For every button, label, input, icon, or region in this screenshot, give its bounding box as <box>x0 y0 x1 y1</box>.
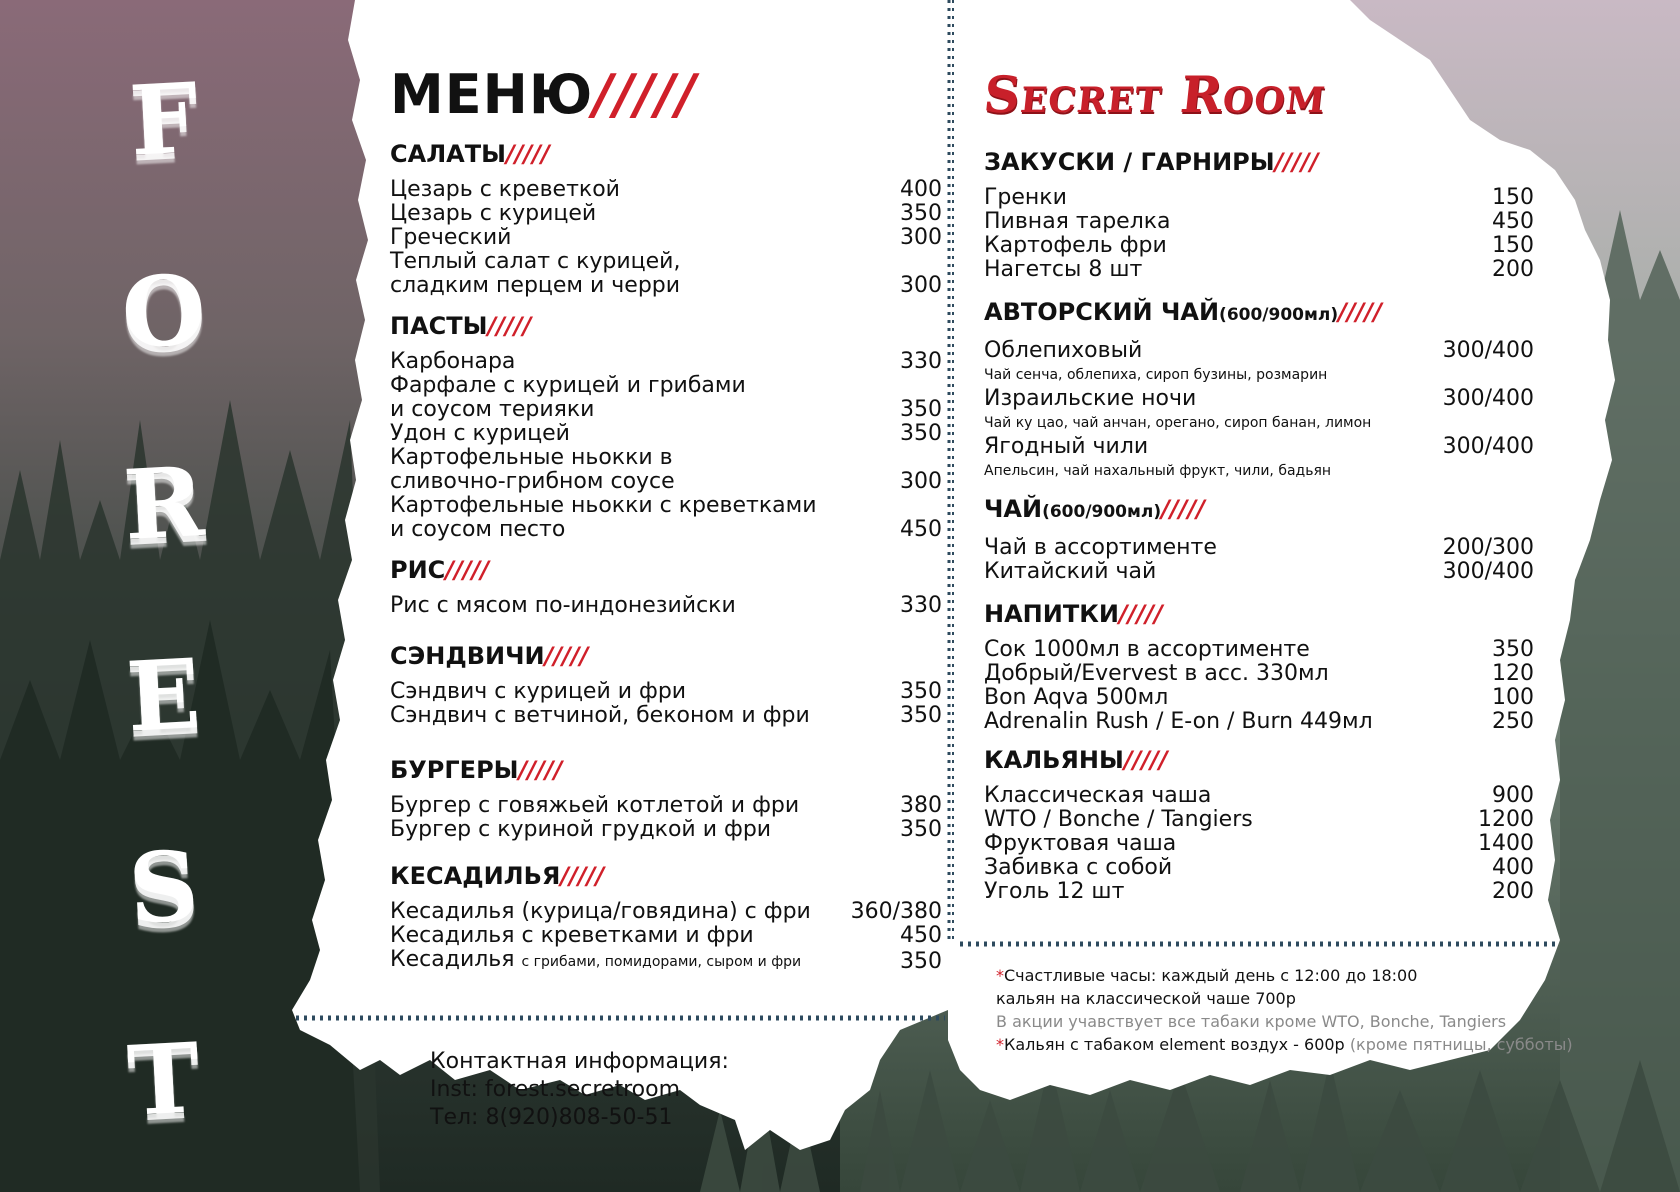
item-name: Бургер с говяжьей котлетой и фри <box>390 793 800 818</box>
menu-item <box>390 422 942 446</box>
item-price: 360/380 <box>850 899 942 924</box>
happy-hours-line-1: *Счастливые часы: каждый день с 12:00 до 18:00 <box>996 966 1418 985</box>
forest-letter: R <box>121 444 207 563</box>
menu-item <box>390 202 942 226</box>
menu-item <box>984 856 1534 880</box>
promo-note: В акции учавствует все табаки кроме WTO, Bonche, Tangiers <box>996 1012 1507 1031</box>
menu-item <box>390 680 942 704</box>
menu-item <box>984 560 1534 584</box>
section-heading: САЛАТЫ///// <box>390 140 550 168</box>
item-name: Bon Aqva 500мл <box>984 685 1169 710</box>
item-name: Картофельные ньокки в <box>390 445 673 470</box>
item-price: 380 <box>900 793 942 818</box>
section-heading: ЗАКУСКИ / ГАРНИРЫ///// <box>984 148 1319 176</box>
menu-item <box>984 234 1534 258</box>
item-name: Кесадилья (курица/говядина) с фри <box>390 899 811 924</box>
menu-section <box>984 491 1534 584</box>
menu-item <box>984 710 1534 734</box>
menu-section <box>390 638 942 728</box>
item-price: 350 <box>900 817 942 842</box>
item-price: 300 <box>900 469 942 494</box>
item-name: Нагетсы 8 шт <box>984 257 1143 282</box>
item-price: 350 <box>900 397 942 422</box>
menu-item <box>390 818 942 842</box>
item-price: 350 <box>900 421 942 446</box>
item-name: Цезарь с курицей <box>390 201 597 226</box>
item-price: 900 <box>1492 783 1534 808</box>
contact-heading: Контактная информация: <box>430 1049 729 1074</box>
item-name: сладким перцем и черри <box>390 273 681 298</box>
menu-item <box>390 398 942 422</box>
menu-item <box>390 704 942 728</box>
item-price: 100 <box>1492 685 1534 710</box>
section-heading: РИС///// <box>390 556 490 584</box>
section-heading: ЧАЙ(600/900мл)///// <box>984 495 1205 523</box>
forest-letter: E <box>124 637 204 754</box>
right-menu-column <box>980 60 1534 904</box>
item-name: Теплый салат с курицей, <box>390 249 681 274</box>
item-name: Adrenalin Rush / E-on / Burn 449мл <box>984 709 1373 734</box>
section-heading: АВТОРСКИЙ ЧАЙ(600/900мл)///// <box>984 298 1382 326</box>
menu-section <box>984 294 1534 483</box>
item-name: Гренки <box>984 185 1067 210</box>
item-name: Китайский чай <box>984 559 1157 584</box>
menu-item <box>390 900 942 924</box>
menu-item <box>984 210 1534 234</box>
menu-item <box>984 832 1534 856</box>
menu-section <box>984 742 1534 904</box>
item-name: и соусом терияки <box>390 397 595 422</box>
item-description: Апельсин, чай нахальный фрукт, чили, бадьян <box>984 463 1332 479</box>
item-price: 330 <box>900 593 942 618</box>
item-name: Греческий <box>390 225 512 250</box>
item-price: 300/400 <box>1442 386 1534 411</box>
item-price: 350 <box>900 201 942 226</box>
menu-item <box>984 186 1534 210</box>
item-name: Фруктовая чаша <box>984 831 1177 856</box>
item-name: Бургер с куриной грудкой и фри <box>390 817 772 842</box>
menu-item <box>390 178 942 202</box>
item-name: Картофель фри <box>984 233 1167 258</box>
item-price: 350 <box>1492 637 1534 662</box>
left-sections <box>390 136 942 974</box>
item-name: Карбонара <box>390 349 516 374</box>
menu-item <box>984 387 1534 411</box>
section-heading: СЭНДВИЧИ///// <box>390 642 589 670</box>
menu-item <box>984 880 1534 904</box>
menu-item <box>390 226 942 250</box>
item-name: Чай в ассортименте <box>984 535 1217 560</box>
menu-item <box>984 808 1534 832</box>
promo-notes <box>996 964 1573 1056</box>
item-price: 300/400 <box>1442 338 1534 363</box>
menu-section <box>390 552 942 618</box>
item-name: Сок 1000мл в ассортименте <box>984 637 1310 662</box>
item-price: 450 <box>900 517 942 542</box>
item-name: Классическая чаша <box>984 783 1212 808</box>
forest-letter: T <box>125 1021 203 1138</box>
item-name: Кесадилья с креветками и фри <box>390 923 754 948</box>
item-price: 150 <box>1492 233 1534 258</box>
menu-item <box>390 250 942 274</box>
section-heading: КЕСАДИЛЬЯ///// <box>390 862 605 890</box>
menu-item <box>390 948 942 974</box>
element-note: *Кальян с табаком element воздух - 600р (кроме пятницы, субботы) <box>996 1035 1573 1054</box>
item-price: 400 <box>1492 855 1534 880</box>
item-name: Израильские ночи <box>984 386 1197 411</box>
menu-item <box>984 662 1534 686</box>
menu-item <box>390 470 942 494</box>
item-price: 250 <box>1492 709 1534 734</box>
item-price: 350 <box>900 679 942 704</box>
menu-item <box>390 274 942 298</box>
contact-instagram: Inst: forest.secretroom <box>430 1077 681 1102</box>
menu-section <box>390 752 942 842</box>
section-heading: БУРГЕРЫ///// <box>390 756 563 784</box>
menu-item <box>984 638 1534 662</box>
item-price: 300/400 <box>1442 559 1534 584</box>
item-price: 350 <box>900 703 942 728</box>
contact-info <box>430 1048 729 1132</box>
item-price: 1400 <box>1478 831 1534 856</box>
item-price: 200/300 <box>1442 535 1534 560</box>
item-price: 330 <box>900 349 942 374</box>
item-price: 1200 <box>1478 807 1534 832</box>
item-price: 300/400 <box>1442 434 1534 459</box>
menu-item <box>390 518 942 542</box>
item-name: Фарфале с курицей и грибами <box>390 373 746 398</box>
menu-item <box>984 784 1534 808</box>
left-menu-column <box>390 60 942 974</box>
item-price: 200 <box>1492 879 1534 904</box>
item-name: Удон с курицей <box>390 421 570 446</box>
menu-item <box>390 374 942 398</box>
item-name: Уголь 12 шт <box>984 879 1125 904</box>
item-name: Ягодный чили <box>984 434 1149 459</box>
happy-hours-line-2: кальян на классической чаше 700р <box>996 989 1296 1008</box>
item-name: Цезарь с креветкой <box>390 177 620 202</box>
item-price: 120 <box>1492 661 1534 686</box>
menu-item <box>390 924 942 948</box>
item-name: сливочно-грибном соусе <box>390 469 675 494</box>
forest-vertical-title <box>84 61 244 1138</box>
item-name: Рис с мясом по-индонезийски <box>390 593 736 618</box>
section-heading: КАЛЬЯНЫ///// <box>984 746 1168 774</box>
item-price: 350 <box>900 949 942 974</box>
menu-section <box>984 144 1534 282</box>
item-name: Добрый/Evervest в асс. 330мл <box>984 661 1329 686</box>
menu-section <box>390 136 942 298</box>
section-heading: НАПИТКИ///// <box>984 600 1163 628</box>
menu-item <box>390 446 942 470</box>
menu-section <box>390 858 942 974</box>
right-sections <box>984 144 1534 904</box>
forest-letter: O <box>119 252 209 371</box>
item-price: 150 <box>1492 185 1534 210</box>
menu-item <box>390 350 942 374</box>
menu-item <box>390 494 942 518</box>
menu-title: МЕНЮ///// <box>390 63 697 126</box>
item-subtitle: с грибами, помидорами, сыром и фри <box>521 954 802 970</box>
item-name: Забивка с собой <box>984 855 1173 880</box>
item-name: Сэндвич с курицей и фри <box>390 679 687 704</box>
item-name: Сэндвич с ветчиной, беконом и фри <box>390 703 810 728</box>
menu-section <box>984 596 1534 734</box>
item-price: 450 <box>900 923 942 948</box>
secret-room-logo: Secret Room <box>980 65 1330 124</box>
contact-phone: Тел: 8(920)808-50-51 <box>430 1105 673 1130</box>
menu-item <box>984 686 1534 710</box>
menu-item <box>390 594 942 618</box>
item-price: 400 <box>900 177 942 202</box>
forest-letter: S <box>126 829 202 946</box>
menu-item <box>390 794 942 818</box>
menu-item <box>984 435 1534 459</box>
section-heading: ПАСТЫ///// <box>390 312 532 340</box>
item-name: Кесадилья с грибами, помидорами, сыром и фри <box>390 947 802 972</box>
forest-letter: F <box>126 61 201 178</box>
item-description: Чай ку цао, чай анчан, орегано, сироп банан, лимон <box>984 415 1372 431</box>
menu-item <box>984 258 1534 282</box>
item-name: WTO / Bonche / Tangiers <box>984 807 1253 832</box>
item-description: Чай сенча, облепиха, сироп бузины, розмарин <box>984 367 1328 383</box>
item-name: Облепиховый <box>984 338 1143 363</box>
item-price: 450 <box>1492 209 1534 234</box>
item-price: 300 <box>900 225 942 250</box>
item-price: 200 <box>1492 257 1534 282</box>
menu-section <box>390 308 942 542</box>
menu-item <box>984 339 1534 363</box>
item-name: Картофельные ньокки с креветками <box>390 493 817 518</box>
item-name: Пивная тарелка <box>984 209 1171 234</box>
menu-item <box>984 536 1534 560</box>
item-price: 300 <box>900 273 942 298</box>
item-name: и соусом песто <box>390 517 566 542</box>
